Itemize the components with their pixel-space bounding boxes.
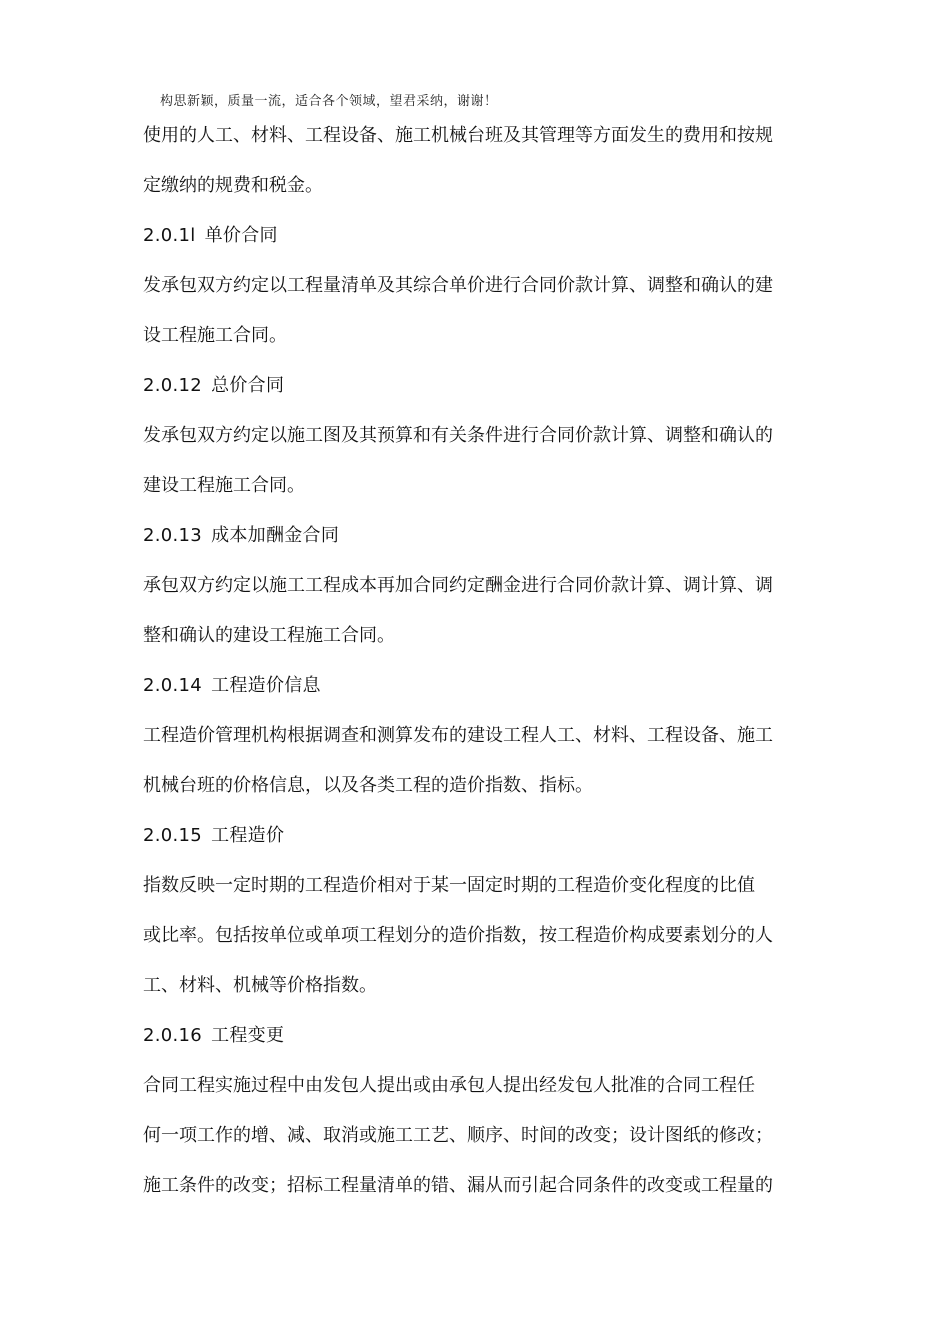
document-body — [143, 118, 811, 1218]
paragraph-line: 设工程施工合同。 — [143, 325, 287, 346]
section-heading — [143, 518, 811, 568]
paragraph-line: 工、材料、机械等价格指数。 — [143, 975, 377, 996]
paragraph-line: 机械台班的价格信息，以及各类工程的造价指数、指标。 — [143, 775, 593, 796]
section-number: 2.0.12 — [143, 375, 203, 396]
section-number: 2.0.13 — [143, 525, 203, 546]
paragraph-line: 定缴纳的规费和税金。 — [143, 175, 323, 196]
section-number: 2.0.15 — [143, 825, 203, 846]
section-number: 2.0.16 — [143, 1025, 203, 1046]
section-heading — [143, 818, 811, 868]
paragraph-line: 使用的人工、材料、工程设备、施工机械台班及其管理等方面发生的费用和按规 — [143, 125, 773, 146]
header-note: 构思新颖，质量一流，适合各个领域，望君采纳，谢谢！ — [160, 94, 498, 109]
section-number: 2.0.1l — [143, 225, 196, 246]
section-title: 工程造价信息 — [211, 675, 321, 696]
section-number: 2.0.14 — [143, 675, 203, 696]
paragraph-line: 指数反映一定时期的工程造价相对于某一固定时期的工程造价变化程度的比值 — [143, 875, 755, 896]
paragraph-line: 发承包双方约定以施工图及其预算和有关条件进行合同价款计算、调整和确认的 — [143, 425, 773, 446]
section-heading — [143, 368, 811, 418]
paragraph-line: 承包双方约定以施工工程成本再加合同约定酬金进行合同价款计算、调计算、调 — [143, 575, 773, 596]
section-heading — [143, 668, 811, 718]
section-title: 工程变更 — [211, 1025, 285, 1046]
section-title: 工程造价 — [211, 825, 285, 846]
section-heading — [143, 218, 811, 268]
paragraph-line: 建设工程施工合同。 — [143, 475, 305, 496]
paragraph-line: 发承包双方约定以工程量清单及其综合单价进行合同价款计算、调整和确认的建 — [143, 275, 773, 296]
section-title: 单价合同 — [204, 225, 278, 246]
paragraph-line: 整和确认的建设工程施工合同。 — [143, 625, 395, 646]
paragraph-line: 或比率。包括按单位或单项工程划分的造价指数，按工程造价构成要素划分的人 — [143, 925, 773, 946]
paragraph-line: 合同工程实施过程中由发包人提出或由承包人提出经发包人批准的合同工程任 — [143, 1075, 755, 1096]
section-title: 总价合同 — [211, 375, 285, 396]
section-heading — [143, 1018, 811, 1068]
paragraph-line: 工程造价管理机构根据调查和测算发布的建设工程人工、材料、工程设备、施工 — [143, 725, 773, 746]
paragraph-line: 何一项工作的增、减、取消或施工工艺、顺序、时间的改变；设计图纸的修改； — [143, 1125, 773, 1146]
section-title: 成本加酬金合同 — [211, 525, 340, 546]
paragraph-line: 施工条件的改变；招标工程量清单的错、漏从而引起合同条件的改变或工程量的 — [143, 1175, 773, 1196]
